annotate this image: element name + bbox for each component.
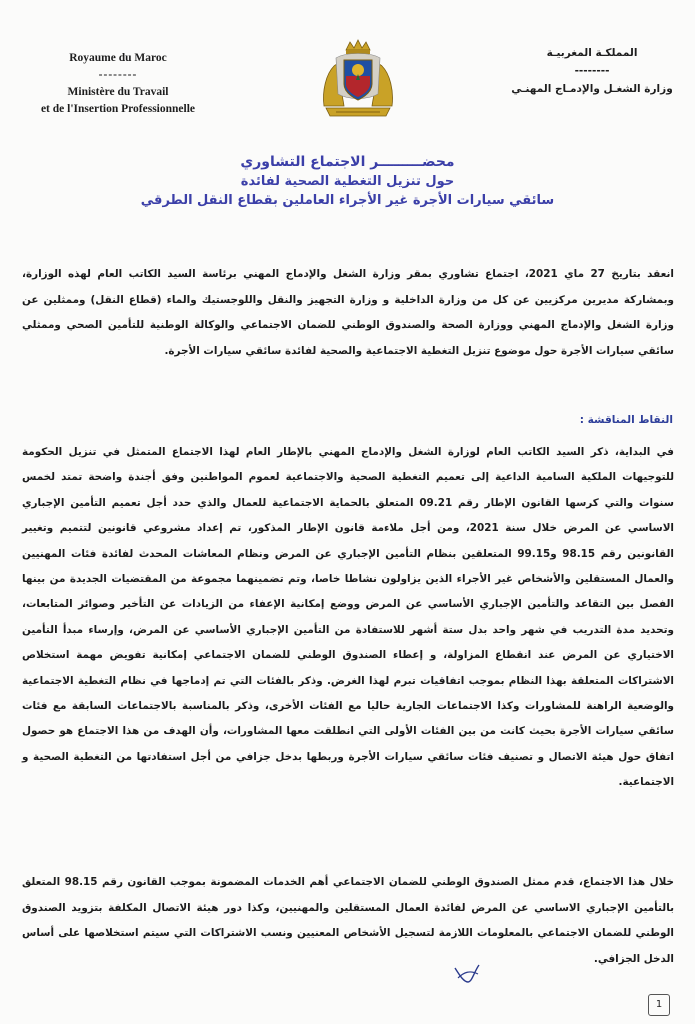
document-title: [100, 153, 595, 210]
header-separator: --------: [98, 69, 138, 81]
header-left-french: [18, 50, 218, 118]
title-line-1: محضـــــــــر الاجتماع التشاوري: [240, 154, 455, 170]
title-line-2: حول تنزيل التغطية الصحية لفائدة: [240, 174, 455, 189]
ministry-name-fr-line1: Ministère du Travail: [67, 86, 169, 98]
title-line-3: سائقي سيارات الأجرة غير الأجراء العاملين بقطاع النقل الطرقي: [140, 193, 555, 208]
morocco-coat-of-arms-icon: [316, 36, 400, 118]
paragraph-intro: انعقد بتاريخ 27 ماي 2021، اجتماع تشاوري بمقر وزارة الشغل والإدماج المهني برئاسة السيد الكاتب العام لهذه الوزارة، وبمشاركة مديرين مركزيين عن كل من وزارة الداخلية و وزارة التجهيز والنقل واللوجستيك والماء (قطاع النقل) وممثلين عن وزارة الشغل والإدماج المهني ووزارة الصحة والصندوق الوطني للضمان الاجتماعي والوكالة الوطنية للتأمين الصحي وممثلي سائقي سيارات الأجرة حول موضوع تنزيل التغطية الاجتماعية والصحية لفائدة سائقي سيارات الأجرة.: [22, 268, 674, 357]
paragraph-discussion: في البداية، ذكر السيد الكاتب العام لوزارة الشغل والإدماج المهني بالإطار العام لهذا الاجتماع المتمثل في تنزيل الحكومة للتوجيهات الملكية السامية الداعية إلى تعميم التغطية الصحية والاجتماعية لعموم المواطنين وفق أجندة واضحة تمتد لخمس سنوات والتي كرسها القانون الإطار رقم 09.21 المتعلق بالحماية الاجتماعية للعمال والذي حدد أجل تعميم التأمين الإجباري الاساسي عن المرض خلال سنة 2021، ومن أجل ملاءمة قانون الإطار المذكور، تم إعداد مشروعي قانونين لتتميم وتغيير القانونين رقم 98.15 و99.15 المتعلقين بنظام التأمين الإجباري عن المرض ونظام المعاشات المحدث لفائدة فئات المهنيين والعمال المستقلين والأشخاص غير الأجراء الذين يزاولون نشاطا خاصا، وتم تضمينهما مجموعة من المقتضيات الجديدة من بينها الفصل بين التقاعد والتأمين الإجباري الأساسي عن المرض ووضع إمكانية الإعفاء من الزيادات عن التأخير وصوائر المتابعات، وتحديد مدة التدريب في شهر واحد بدل ستة أشهر للاستفادة من التأمين الإجباري الأساسي عن المرض، وإرساء مبدأ التأمين الاختياري عن المرض عند انقطاع المزاولة، و إعطاء الصندوق الوطني للضمان الاجتماعي إمكانية تفويض مهمة استخلاص الاشتراكات المتعلقة بهذا النظام بموجب اتفاقيات تبرم لهذا الغرض. وذكر بالفئات التي تم إدماجها في نظام التغطية الاجتماعية والوضعية الراهنة للمشاورات وكذا الاجتماعات الجارية حاليا مع الفئات الأخرى، وذكر بالمناسبة بالاجتماعات السابقة مع فئات سائقي سيارات الأجرة بحيث كانت من بين الفئات الأولى التي انطلقت معها المشاورات، وأن الهدف من هذا الاجتماع هو حصول اتفاق حول هيئة الاتصال و تصنيف فئات سائقي سيارات الأجرة وربطها بدخل جزافي من أجل استفادتها من التغطية الصحية و الاجتماعية.: [22, 446, 674, 789]
ministry-name-ar: وزارة الشغـل والإدمـاج المهنـي: [511, 83, 673, 95]
kingdom-name-ar: المملكـة المغربيـة: [546, 47, 638, 59]
handwritten-initials-icon: [452, 962, 482, 986]
header-right-arabic: [507, 44, 677, 98]
kingdom-name-fr: Royaume du Maroc: [69, 52, 167, 64]
section-heading-discussion-points: النقاط المناقشة :: [579, 414, 673, 426]
ministry-name-fr-line2: et de l'Insertion Professionnelle: [40, 103, 196, 115]
paragraph-meeting-outcome: خلال هذا الاجتماع، قدم ممثل الصندوق الوطني للضمان الاجتماعي أهم الخدمات المضمونة بموجب القانون رقم 98.15 المتعلق بالتأمين الإجباري الاساسي عن المرض لفائدة العمال المستقلين والمهنيين، وكذا دور هيئة الاتصال المكلفة بتزويد الصندوق الوطني للضمان الاجتماعي بالمعلومات اللازمة لتسجيل الأشخاص المعنيين ونسب الاشتراكات التي سيتم استخلاصها على أساس الدخل الجزافي.: [22, 876, 675, 965]
page-number: 1: [648, 994, 670, 1016]
header-separator-ar: --------: [574, 65, 610, 77]
